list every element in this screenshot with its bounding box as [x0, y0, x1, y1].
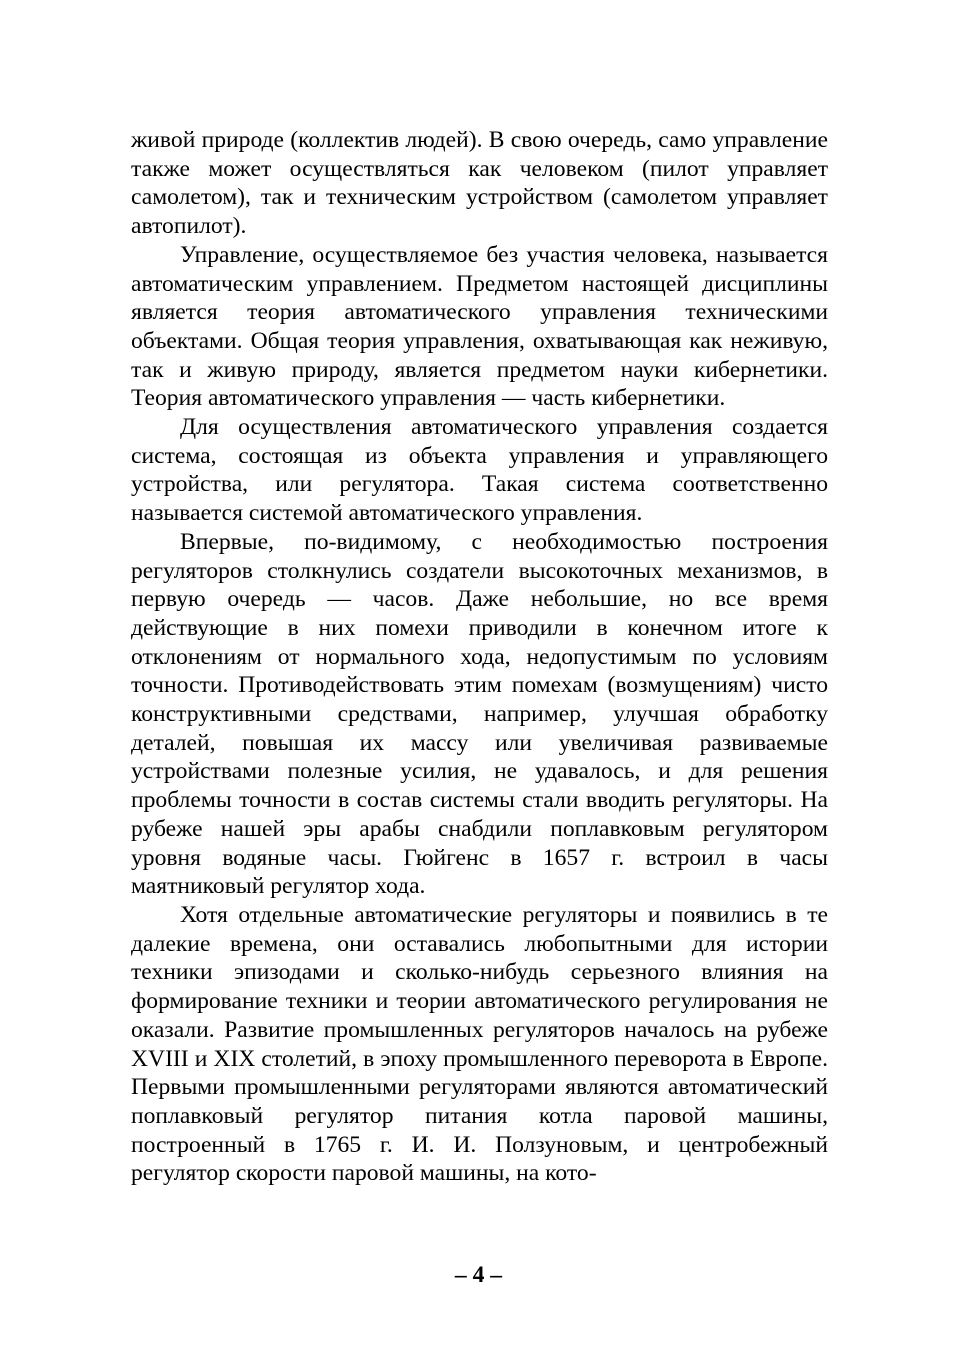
paragraph: Для осуществления автоматического управления создается система, состоящая из объекта управления и управляющего устройства, или регулятора. Такая система соответственно называется системой автоматического управления.	[131, 414, 828, 527]
body-text	[131, 126, 828, 1188]
paragraph: Управление, осуществляемое без участия человека, называется автоматическим управлением. Предметом настоящей дисциплины является теория автоматического управления техническими объектами. Общая теория управления, охватывающая как неживую, так и живую природу, является предметом науки кибернетики. Теория автоматического управления — часть кибернетики.	[131, 241, 828, 412]
page-number: – 4 –	[454, 1262, 503, 1288]
paragraph: Впервые, по-видимому, с необходимостью построения регуляторов столкнулись создатели высокоточных механизмов, в первую очередь — часов. Даже небольшие, но все время действующие в них помехи приводили в конечном итоге к отклонениям от нормального хода, недопустимым по условиям точности. Противодействовать этим помехам (возмущениям) чисто конструктивными средствами, например, улучшая обработку деталей, повышая их массу или увеличивая развиваемые устройствами полезные усилия, не удавалось, и для решения проблемы точности в состав системы стали вводить регуляторы. На рубеже нашей эры арабы снабдили поплавковым регулятором уровня водяные часы. Гюйгенс в 1657 г. встроил в часы маятниковый регулятор хода.	[131, 528, 828, 900]
paragraph: Хотя отдельные автоматические регуляторы и появились в те далекие времена, они оставались любопытными для истории техники эпизодами и сколько-нибудь серьезного влияния на формирование техники и теории автоматического регулирования не оказали. Развитие промышленных регуляторов началось на рубеже XVIII и XIX столетий, в эпоху промышленного переворота в Европе. Первыми промышленными регуляторами являются автоматический поплавковый регулятор питания котла паровой машины, построенный в 1765 г. И. И. Ползуновым, и центробежный регулятор скорости паровой машины, на кото-	[131, 901, 828, 1187]
paragraph-continuation: живой природе (коллектив людей). В свою очередь, само управление также может осуществляться как человеком (пилот управляет самолетом), так и техническим устройством (самолетом управляет автопилот).	[131, 127, 828, 240]
